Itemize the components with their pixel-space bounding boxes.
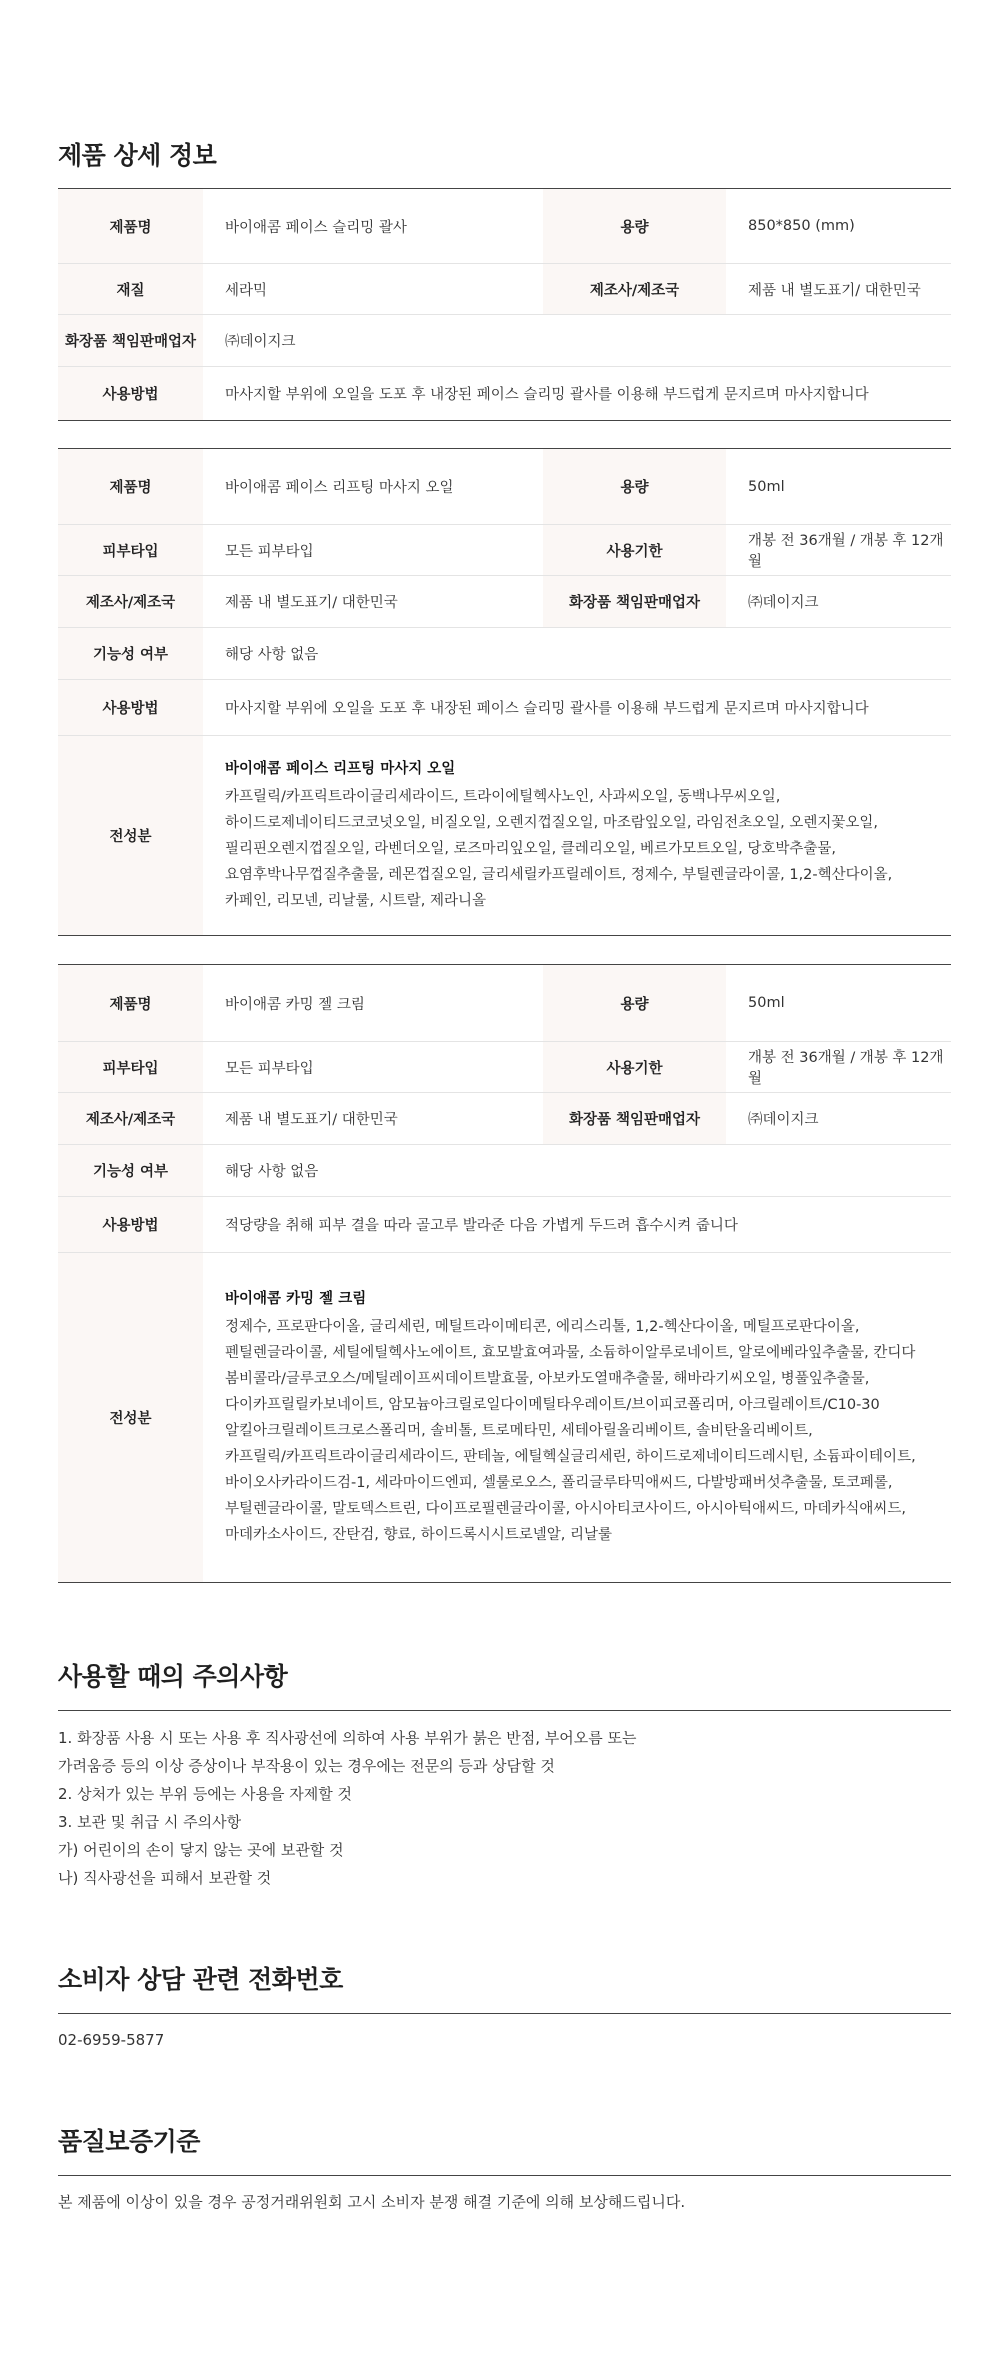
label-expiry: 사용기한	[543, 1042, 726, 1093]
label-product-name: 제품명	[58, 449, 203, 525]
ingredients-line: 카프릴릭/카프릭트라이글리세라이드, 트라이에틸헥사노인, 사과씨오일, 동백나무씨오일,	[225, 789, 781, 805]
value-ingredients	[203, 1253, 951, 1583]
label-skin-type: 피부타입	[58, 1042, 203, 1093]
value-volume: 850*850 (mm)	[726, 189, 951, 264]
ingredients-line: 필리핀오렌지껍질오일, 라벤더오일, 로즈마리잎오일, 클레리오일, 베르가모트오일, 당호박추출물,	[225, 841, 836, 857]
ingredients-line: 바이오사카라이드검-1, 세라마이드엔피, 셀룰로오스, 폴리글루타믹애씨드, 다발방패버섯추출물, 토코페롤,	[225, 1475, 893, 1491]
label-responsible-seller: 화장품 책임판매업자	[58, 315, 203, 367]
contact-phone	[58, 2026, 951, 2054]
table-row	[58, 628, 951, 680]
label-material: 재질	[58, 264, 203, 315]
value-volume: 50ml	[726, 449, 951, 525]
label-responsible-seller: 화장품 책임판매업자	[543, 576, 726, 628]
value-product-name: 바이애콤 카밍 젤 크림	[203, 965, 543, 1042]
ingredients-list	[225, 1314, 950, 1548]
value-usage: 마사지할 부위에 오일을 도포 후 내장된 페이스 슬리밍 괄사를 이용해 부드럽게 문지르며 마사지합니다	[225, 387, 869, 403]
table-row	[58, 189, 951, 264]
ingredients-line: 요염후박나무껍질추출물, 레몬껍질오일, 글리세릴카프릴레이트, 정제수, 부틸렌글라이콜, 1,2-헥산다이올,	[225, 867, 893, 883]
table-row	[58, 576, 951, 628]
label-manufacturer: 제조사/제조국	[543, 264, 726, 315]
label-usage: 사용방법	[58, 680, 203, 736]
quality-text	[58, 2188, 951, 2216]
divider	[58, 2175, 951, 2176]
ingredients-line: 알킬아크릴레이트크로스폴리머, 솔비톨, 트로메타민, 세테아릴올리베이트, 솔비탄올리베이트,	[225, 1423, 813, 1439]
caution-line: 가) 어린이의 손이 닿지 않는 곳에 보관할 것	[58, 1841, 344, 1859]
spec-table-gel-cream	[58, 964, 951, 1583]
ingredients-title: 바이애콤 페이스 리프팅 마사지 오일	[225, 761, 456, 777]
contact-title: 소비자 상담 관련 전화번호	[58, 1965, 343, 1994]
table-row	[58, 1253, 951, 1583]
caution-line: 가려움증 등의 이상 증상이나 부작용이 있는 경우에는 전문의 등과 상담할 것	[58, 1757, 555, 1775]
label-functional: 기능성 여부	[58, 1145, 203, 1197]
label-volume: 용량	[543, 965, 726, 1042]
ingredients-line: 마데카소사이드, 잔탄검, 향료, 하이드록시시트로넬알, 리날룰	[225, 1527, 613, 1543]
label-manufacturer: 제조사/제조국	[58, 1093, 203, 1145]
ingredients-line: 부틸렌글라이콜, 말토덱스트린, 다이프로필렌글라이콜, 아시아티코사이드, 아시아틱애씨드, 마데카식애씨드,	[225, 1501, 907, 1517]
label-usage: 사용방법	[58, 367, 203, 421]
value-expiry: 개봉 전 36개월 / 개봉 후 12개월	[726, 525, 951, 576]
label-ingredients: 전성분	[58, 736, 203, 936]
value-manufacturer: 제품 내 별도표기/ 대한민국	[203, 1093, 543, 1145]
value-manufacturer: 제품 내 별도표기/ 대한민국	[726, 264, 951, 315]
ingredients-line: 다이카프릴릴카보네이트, 암모늄아크릴로일다이메틸타우레이트/브이피코폴리머, 아크릴레이트/C10-30	[225, 1397, 880, 1413]
ingredients-title: 바이애콤 카밍 젤 크림	[225, 1291, 367, 1307]
value-responsible-seller: ㈜데이지크	[203, 315, 951, 367]
value-product-name: 바이애콤 페이스 슬리밍 괄사	[203, 189, 543, 264]
label-usage: 사용방법	[58, 1197, 203, 1253]
value-product-name: 바이애콤 페이스 리프팅 마사지 오일	[203, 449, 543, 525]
ingredients-line: 카프릴릭/카프릭트라이글리세라이드, 판테놀, 에틸헥실글리세린, 하이드로제네이티드레시틴, 소듐파이테이트,	[225, 1449, 916, 1465]
value-material: 세라믹	[203, 264, 543, 315]
label-expiry: 사용기한	[543, 525, 726, 576]
value-ingredients	[203, 736, 951, 936]
quality-title: 품질보증기준	[58, 2127, 200, 2156]
value-usage: 마사지할 부위에 오일을 도포 후 내장된 페이스 슬리밍 괄사를 이용해 부드럽게 문지르며 마사지합니다	[203, 680, 951, 736]
table-row	[58, 1042, 951, 1093]
caution-line: 나) 직사광선을 피해서 보관할 것	[58, 1869, 272, 1887]
ingredients-line: 하이드로제네이티드코코넛오일, 비질오일, 오렌지껍질오일, 마조람잎오일, 라임전초오일, 오렌지꽃오일,	[225, 815, 878, 831]
caution-line: 2. 상처가 있는 부위 등에는 사용을 자제할 것	[58, 1785, 353, 1803]
caution-title: 사용할 때의 주의사항	[58, 1662, 288, 1691]
value-responsible-seller: ㈜데이지크	[726, 1093, 951, 1145]
table-row	[58, 1093, 951, 1145]
value-expiry: 개봉 전 36개월 / 개봉 후 12개월	[726, 1042, 951, 1093]
table-row	[58, 736, 951, 936]
label-product-name: 제품명	[58, 965, 203, 1042]
table-row	[58, 1197, 951, 1253]
product-detail-title: 제품 상세 정보	[58, 141, 217, 170]
caution-line: 1. 화장품 사용 시 또는 사용 후 직사광선에 의하여 사용 부위가 붉은 반점, 부어오름 또는	[58, 1729, 637, 1747]
table-row	[58, 525, 951, 576]
table-row	[58, 680, 951, 736]
label-responsible-seller: 화장품 책임판매업자	[543, 1093, 726, 1145]
spec-table-gua-sha	[58, 188, 951, 421]
value-functional: 해당 사항 없음	[203, 628, 951, 680]
value-manufacturer: 제품 내 별도표기/ 대한민국	[203, 576, 543, 628]
phone-number: 02-6959-5877	[58, 2031, 165, 2049]
caution-text	[58, 1724, 951, 1892]
value-skin-type: 모든 피부타입	[203, 1042, 543, 1093]
ingredients-line: 봄비콜라/글루코오스/메틸레이프씨데이트발효물, 아보카도열매추출물, 해바라기씨오일, 병풀잎추출물,	[225, 1371, 870, 1387]
spec-table-massage-oil	[58, 448, 951, 936]
value-volume: 50ml	[726, 965, 951, 1042]
value-functional: 해당 사항 없음	[203, 1145, 951, 1197]
ingredients-line: 카페인, 리모넨, 리날룰, 시트랄, 제라니올	[225, 893, 486, 909]
ingredients-list	[225, 784, 950, 914]
table-row	[58, 449, 951, 525]
label-product-name: 제품명	[58, 189, 203, 264]
table-row	[58, 315, 951, 367]
label-functional: 기능성 여부	[58, 628, 203, 680]
ingredients-line: 펜틸렌글라이콜, 세틸에틸헥사노에이트, 효모발효여과물, 소듐하이알루로네이트, 알로에베라잎추출물, 칸디다	[225, 1345, 916, 1361]
value-skin-type: 모든 피부타입	[203, 525, 543, 576]
table-row	[58, 1145, 951, 1197]
table-row	[58, 367, 951, 421]
label-skin-type: 피부타입	[58, 525, 203, 576]
divider	[58, 2013, 951, 2014]
value-usage: 적당량을 취해 피부 결을 따라 골고루 발라준 다음 가볍게 두드려 흡수시켜 줍니다	[203, 1197, 951, 1253]
quality-statement: 본 제품에 이상이 있을 경우 공정거래위원회 고시 소비자 분쟁 해결 기준에 의해 보상해드립니다.	[58, 2193, 686, 2211]
label-ingredients: 전성분	[58, 1253, 203, 1583]
table-row	[58, 264, 951, 315]
ingredients-line: 정제수, 프로판다이올, 글리세린, 메틸트라이메티콘, 에리스리톨, 1,2-헥산다이올, 메틸프로판다이올,	[225, 1319, 860, 1335]
divider	[58, 1710, 951, 1711]
value-responsible-seller: ㈜데이지크	[726, 576, 951, 628]
label-volume: 용량	[543, 449, 726, 525]
label-volume: 용량	[543, 189, 726, 264]
table-row	[58, 965, 951, 1042]
caution-line: 3. 보관 및 취급 시 주의사항	[58, 1813, 242, 1831]
label-manufacturer: 제조사/제조국	[58, 576, 203, 628]
